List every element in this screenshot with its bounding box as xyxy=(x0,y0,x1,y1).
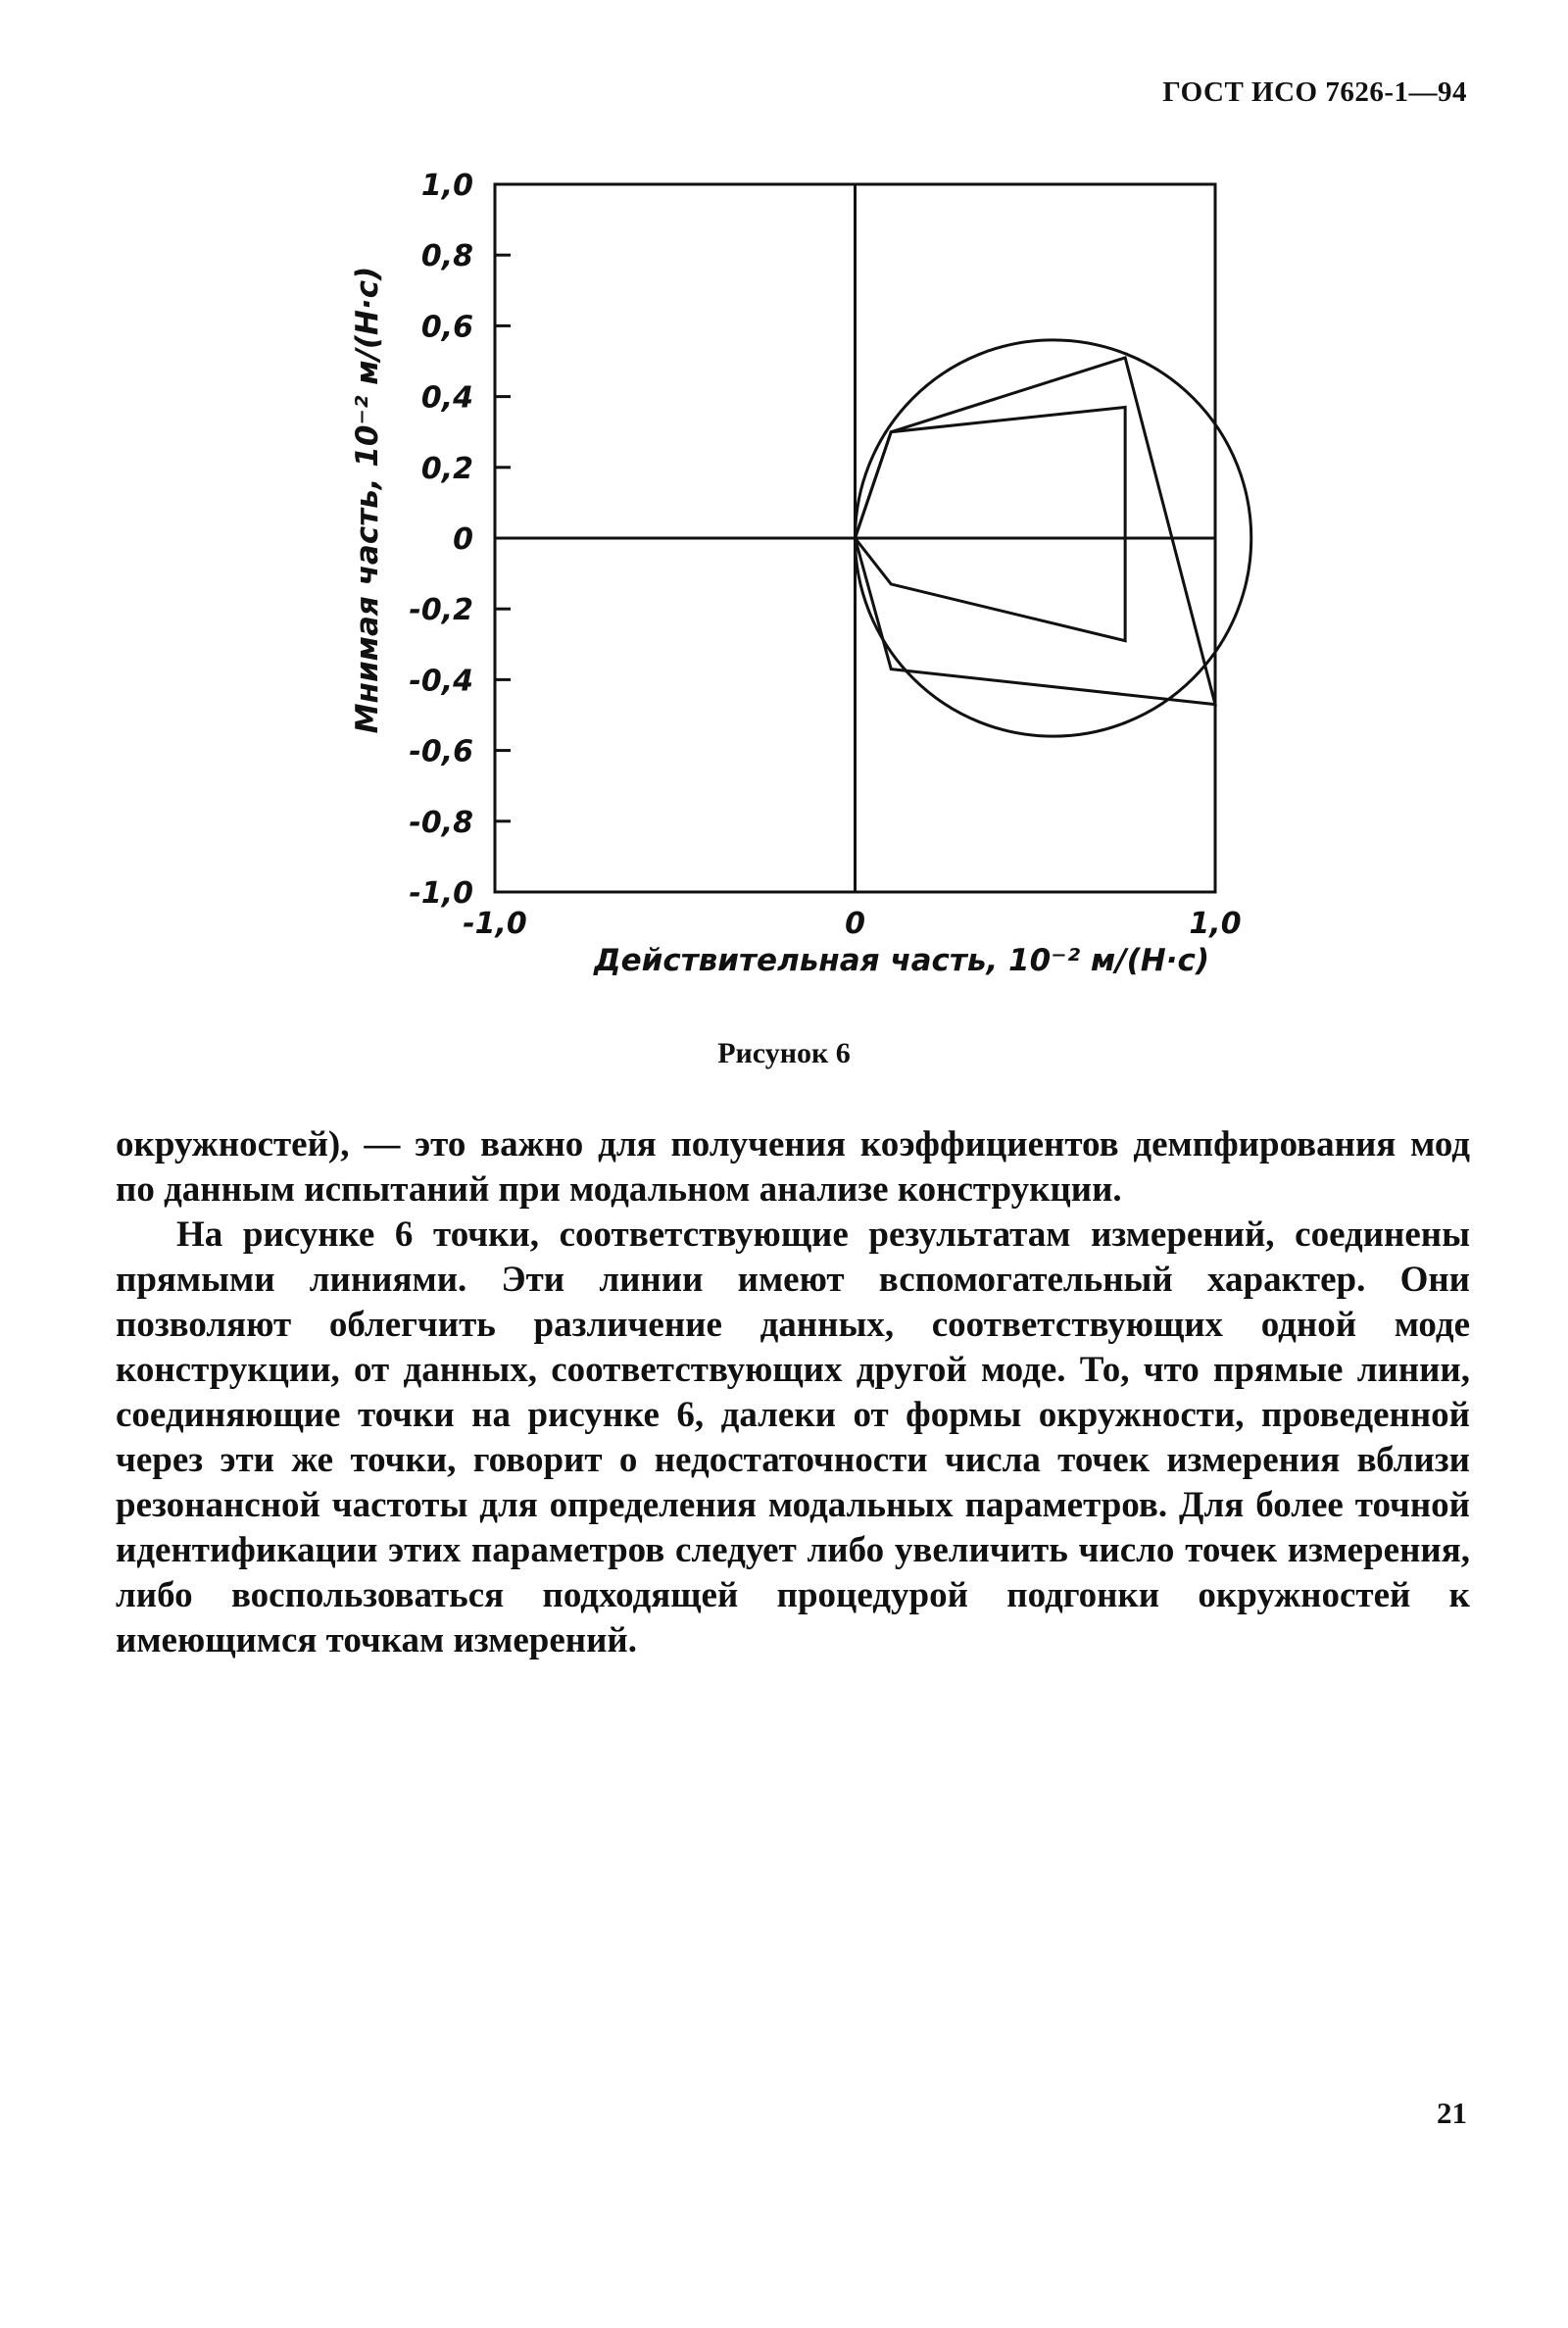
y-tick-label: -0,8 xyxy=(409,805,473,840)
y-tick-label: 0,4 xyxy=(420,380,473,416)
y-tick-label: 0,8 xyxy=(420,239,473,274)
y-tick-label: -0,2 xyxy=(409,593,473,628)
measurement-polyline-1 xyxy=(856,358,1216,705)
paragraph-2: На рисунке 6 точки, соответствующие результатам измерений, соединены прямыми линиями. Эти линии имеют вспомогательный характер. Они позволяют облегчить различение данных, соответствующих одной моде конструкции, от данных, соответствующих другой моде. То, что прямые линии, соединяющие точки на рисунке 6, далеки от формы окружности, проведенной через эти же точки, говорит о недостаточности числа точек измерения вблизи резонансной частоты для определения модальных параметров. Для более точной идентификации этих параметров следует либо увеличить число точек измерения, либо воспользоваться подходящей процедурой подгонки окружностей к имеющимся точкам измерений. xyxy=(116,1214,1470,1660)
x-tick-label: 1,0 xyxy=(1189,907,1242,941)
measurement-lines xyxy=(856,358,1216,705)
x-axis-ticks xyxy=(463,907,1241,941)
y-tick-label: 0,6 xyxy=(420,310,473,345)
x-tick-label: -1,0 xyxy=(463,907,527,941)
y-tick-label: -0,4 xyxy=(409,664,473,699)
y-tick-label: 0 xyxy=(453,522,473,557)
x-axis-label: Действительная часть, 10⁻² м/(Н·с) xyxy=(593,943,1210,978)
paragraph-1: окружностей), — это важно для получения коэффициентов демпфирования мод по данным испытаний при модальном анализе конструкции. xyxy=(116,1124,1470,1210)
y-axis-label: Мнимая часть, 10⁻² м/(Н·с) xyxy=(350,266,385,734)
y-tick-label: 1,0 xyxy=(420,169,473,203)
page-number: 21 xyxy=(1437,2096,1467,2130)
figure-caption: Рисунок 6 xyxy=(717,1037,851,1069)
body-text xyxy=(116,1122,1470,1663)
nyquist-plot xyxy=(333,157,1254,1019)
document-header: ГОСТ ИСО 7626-1—94 xyxy=(1162,76,1467,108)
y-tick-label: -1,0 xyxy=(409,876,473,911)
y-tick-label: -0,6 xyxy=(409,734,473,769)
x-tick-label: 0 xyxy=(845,907,865,941)
measurement-polyline-2 xyxy=(856,407,1126,640)
y-tick-label: 0,2 xyxy=(420,451,473,486)
